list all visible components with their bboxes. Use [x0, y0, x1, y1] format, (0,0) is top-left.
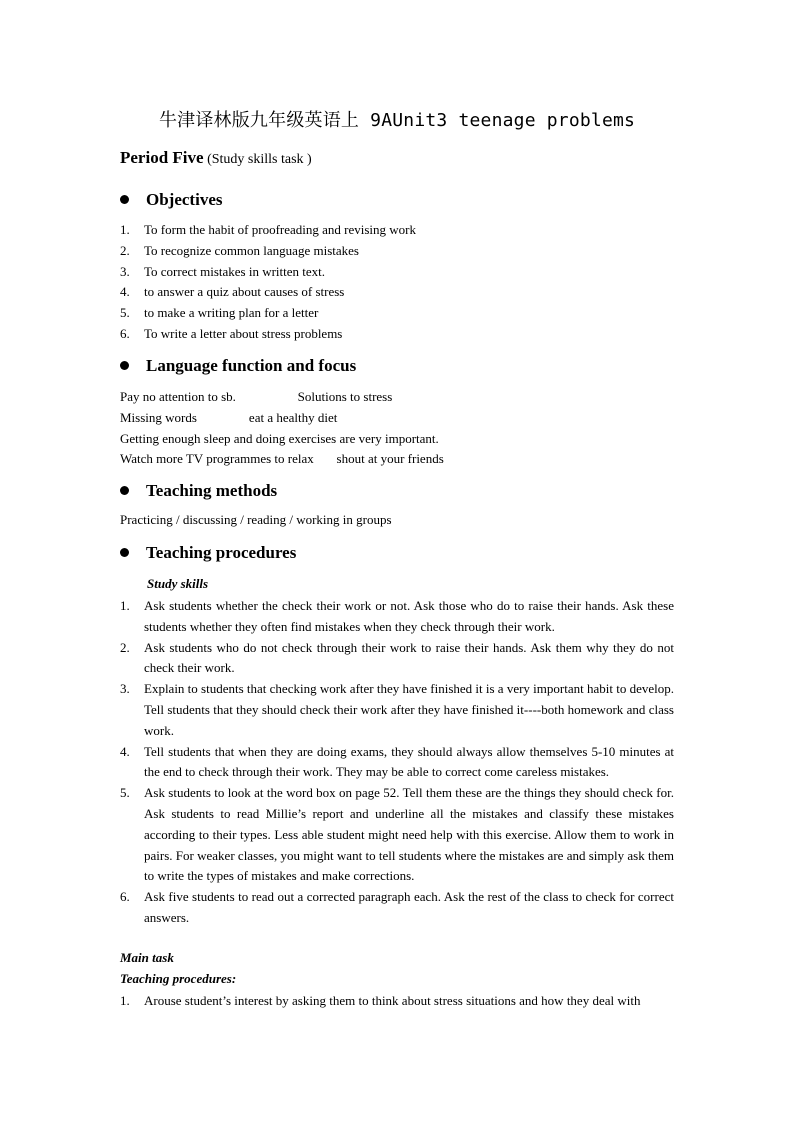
item-text: to answer a quiz about causes of stress [144, 284, 345, 300]
language-line: Watch more TV programmes to relax shout at your friends [120, 451, 444, 467]
item-number: 3. [120, 681, 130, 697]
language-lines [120, 387, 444, 470]
list-item [120, 282, 674, 303]
item-number: 3. [120, 263, 130, 279]
item-text: To write a letter about stress problems [144, 325, 343, 341]
bullet-icon [120, 548, 129, 557]
item-text: Ask students to look at the word box on page 52. Tell them these are the things they should check for. Ask students to read Millie’s report and underline all the mistakes and classify these mistakes according to their types. Less able student might need help with this exercise. Allow them to work in pairs. For weaker classes, you might want to tell students where the mistakes are and simply ask them to write the types of mistakes and make corrections. [144, 785, 674, 884]
language-line: Getting enough sleep and doing exercises are very important. [120, 430, 439, 446]
item-number: 5. [120, 785, 130, 801]
list-item [120, 324, 674, 345]
list-item [120, 742, 674, 784]
list-item [120, 991, 674, 1012]
list-item [120, 241, 674, 262]
list-item [120, 220, 674, 241]
list-item [120, 783, 674, 887]
item-text: Ask five students to read out a corrected paragraph each. Ask the rest of the class to check for correct answers. [144, 889, 674, 925]
item-text: To correct mistakes in written text. [144, 263, 326, 279]
list-item [120, 887, 674, 929]
item-number: 2. [120, 242, 130, 258]
item-text: Tell students that when they are doing exams, they should always allow themselves 5-10 minutes at the end to check through their work. They may be able to correct come careless mistakes. [144, 743, 674, 780]
bullet-icon [120, 486, 129, 495]
language-heading-text: Language function and focus [146, 356, 357, 375]
period-line [120, 148, 312, 168]
procedures-list [120, 596, 674, 929]
item-text: To form the habit of proofreading and revising work [144, 222, 417, 237]
list-item [120, 303, 674, 324]
period-detail: (Study skills task ) [203, 152, 312, 167]
item-text: Ask students whether the check their work or not. Ask those who do to raise their hands. Ask these students whether they often find mistakes when they check through their work. [144, 598, 674, 634]
item-number: 4. [120, 743, 130, 759]
methods-text: Practicing / discussing / reading / working in groups [120, 512, 392, 527]
item-text: Arouse student’s interest by asking them to think about stress situations and how they deal with [144, 993, 641, 1008]
item-number: 6. [120, 889, 130, 905]
item-number: 1. [120, 598, 130, 613]
language-line: Pay no attention to sb. Solutions to stress [120, 389, 393, 404]
main-task-label: Main task [120, 950, 174, 965]
item-number: 5. [120, 305, 130, 321]
item-number: 6. [120, 325, 130, 341]
study-skills-label: Study skills [147, 576, 209, 591]
methods-heading-text: Teaching methods [146, 481, 278, 500]
item-text: to make a writing plan for a letter [144, 305, 319, 321]
teaching-procedures-label: Teaching procedures: [120, 971, 237, 986]
item-text: Explain to students that checking work after they have finished it is a very important habit to develop. Tell students that they should check their work after they have finished it----both homework and class work. [144, 681, 674, 738]
item-text: To recognize common language mistakes [144, 242, 359, 258]
methods-heading [120, 481, 277, 501]
language-heading [120, 356, 356, 376]
procedures-heading [120, 543, 296, 563]
item-number: 4. [120, 284, 130, 300]
document-title: 牛津译林版九年级英语上 9AUnit3 teenage problems [158, 110, 636, 131]
item-number: 1. [120, 222, 130, 237]
objectives-heading [120, 190, 222, 210]
list-item [120, 596, 674, 638]
bullet-icon [120, 195, 129, 204]
list-item [120, 638, 674, 680]
item-text: Ask students who do not check through their work to raise their hands. Ask them why they do not check their work. [144, 639, 674, 676]
list-item [120, 262, 674, 283]
procedures-heading-text: Teaching procedures [146, 543, 297, 562]
period-label: Period Five [120, 148, 204, 167]
objectives-list [120, 220, 674, 345]
item-number: 1. [120, 993, 130, 1008]
language-line: Missing words eat a healthy diet [120, 409, 338, 425]
objectives-heading-text: Objectives [146, 190, 223, 209]
main-task-list [120, 991, 674, 1012]
item-number: 2. [120, 639, 130, 655]
list-item [120, 679, 674, 741]
bullet-icon [120, 361, 129, 370]
